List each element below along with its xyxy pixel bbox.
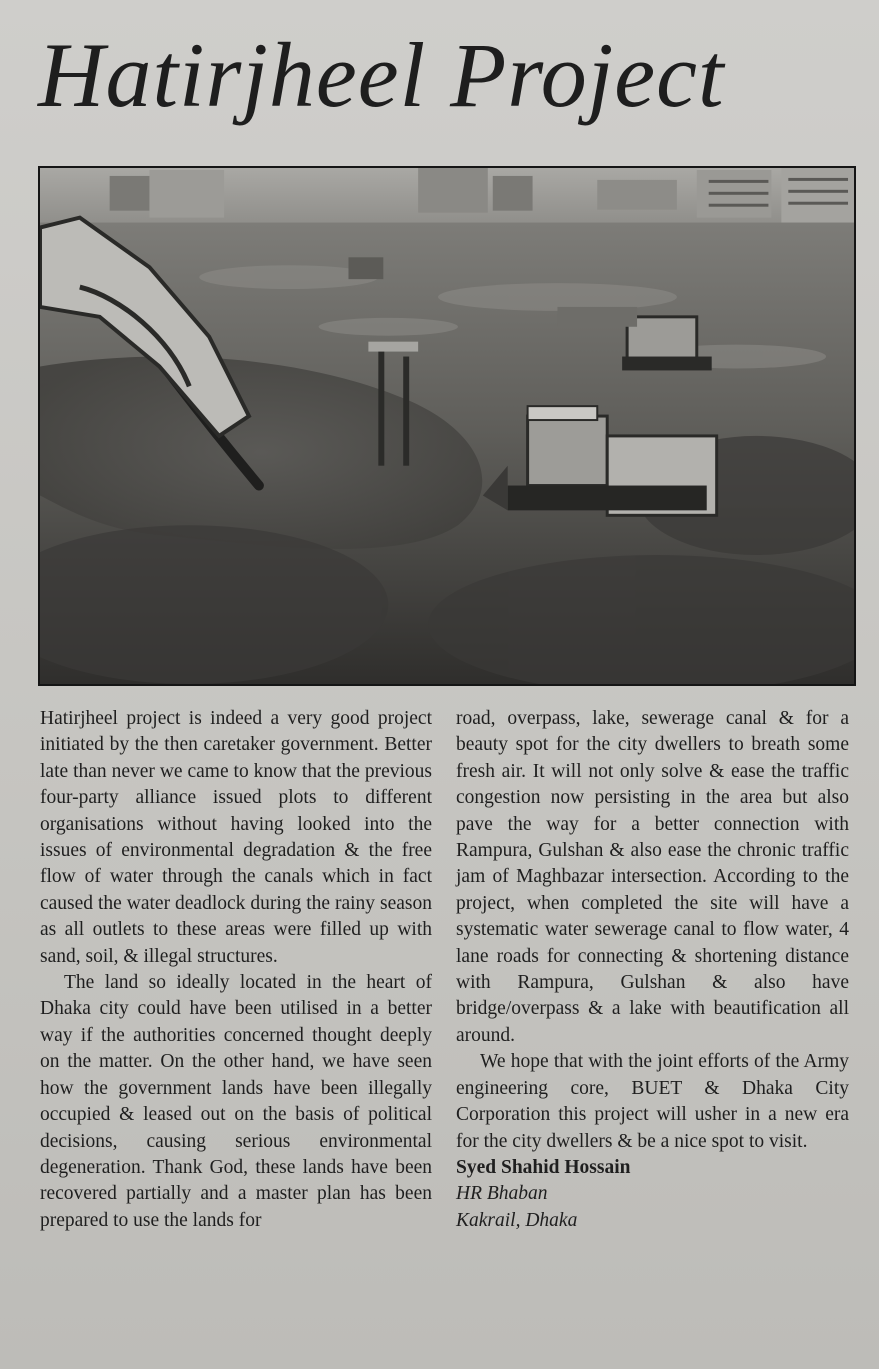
construction-photo [38, 166, 856, 686]
author-address-line1: HR Bhaban [456, 1183, 548, 1205]
article-title: Hatirjheel Project [38, 24, 725, 126]
paragraph-2: The land so ideally located in the heart of Dhaka city could have been utilised in a better way if the authorities concerned thought deeply on the matter. On the other hand, we have seen how the government lands have been illegally occupied & leased out on the basis of political decisions, causing serious environmental degeneration. Thank God, these lands have been recovered partially and a master plan has been prepared to use the lands for [40, 972, 432, 1231]
author-address-line2: Kakrail, Dhaka [456, 1209, 578, 1231]
author-name: Syed Shahid Hossain [456, 1156, 631, 1178]
paragraph-4: We hope that with the joint efforts of the Army engineering core, BUET & Dhaka City Corporation this project will usher in a new era for the city dwellers & be a nice spot to visit. [456, 1051, 849, 1152]
right-column [456, 706, 849, 1234]
paragraph-1: Hatirjheel project is indeed a very good project initiated by the then caretaker government. Better late than never we came to know that the previous four-party alliance issued plots to different organisations without having looked into the issues of environmental degradation & the free flow of water through the canals which in fact caused the water deadlock during the rainy season as all outlets to these areas were filled up with sand, soil, & illegal structures. [40, 708, 432, 967]
excavation-scene-image [40, 168, 854, 684]
paragraph-3: road, overpass, lake, sewerage canal & for a beauty spot for the city dwellers to breath some fresh air. It will not only solve & ease the traffic congestion now persisting in the area but also pave the way for a better connection with Rampura, Gulshan & also ease the chronic traffic jam of Maghbazar intersection. According to the project, when completed the site will have a systematic water sewerage canal to flow water, 4 lane roads for connecting & shortening distance with Rampura, Gulshan & also have bridge/overpass & a lake with beautification all around. [456, 708, 849, 1046]
left-column [40, 706, 432, 1234]
